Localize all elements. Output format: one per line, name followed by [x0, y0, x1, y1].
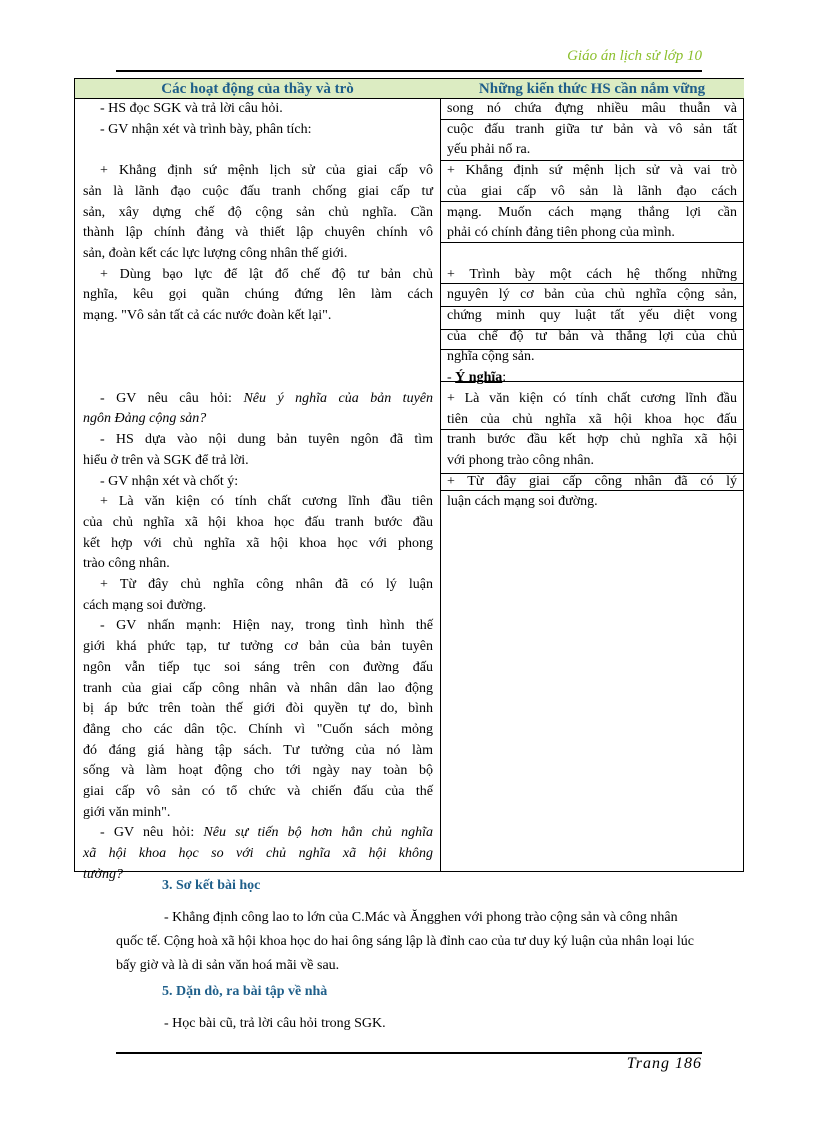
text-line: của giai cấp vô sản là lãnh đạo cách — [447, 183, 737, 199]
text-line: tranh bước đầu kết hợp chủ nghĩa xã hội — [447, 432, 737, 448]
text-line: nghĩa cộng sản. — [447, 349, 535, 365]
text-line: sản, xây dựng chế độ cộng sản chủ nghĩa. Cần — [83, 204, 433, 220]
text-line: mạng. Muốn cách mạng thắng lợi cần — [447, 204, 737, 220]
text-line: mạng. "Vô sản tất cả các nước đoàn kết lại". — [83, 308, 332, 324]
text-line: trào công nhân. — [83, 556, 170, 572]
header-rule — [116, 70, 702, 72]
text-line: - Ý nghĩa: — [447, 370, 507, 386]
text-line: - HS dựa vào nội dung bản tuyên ngôn đã tìm — [100, 432, 433, 448]
homework-paragraph: - Học bài cũ, trả lời câu hỏi trong SGK. — [164, 1016, 386, 1031]
text-line: xã hội khoa học so với chủ nghĩa xã hội không — [83, 846, 433, 862]
text-line: đẳng cho các dân tộc. Chính vì "Cuốn sách mỏng — [83, 721, 433, 737]
text-line: + Khẳng định sứ mệnh lịch sử của giai cấp vô — [100, 163, 433, 179]
footer-rule — [116, 1052, 702, 1054]
text-line: sản, đoàn kết các lực lượng công nhân thế giới. — [83, 245, 348, 261]
text-line: bị áp bức trên toàn thế giới đòi quyền tự do, bình — [83, 701, 433, 717]
text-line: sống và làm hoạt động cho tới ngày nay toàn bộ — [83, 763, 433, 779]
col-right-title: Những kiến thức HS cần nắm vững — [440, 79, 744, 99]
text-line: yếu phải nổ ra. — [447, 142, 531, 158]
text-line: + Là văn kiện có tính chất cương lĩnh đầu tiên — [100, 494, 433, 510]
text-line: kết hợp với chủ nghĩa xã hội khoa học với phong — [83, 535, 433, 551]
text-line: phải có chính đảng tiên phong của mình. — [447, 225, 675, 241]
lesson-table — [74, 78, 744, 882]
header-subject: Giáo án lịch sử lớp 10 — [567, 48, 702, 64]
homework-heading: 5. Dặn dò, ra bài tập về nhà — [162, 984, 328, 999]
left-column — [83, 99, 433, 886]
text-line: - HS đọc SGK và trả lời câu hỏi. — [100, 101, 283, 116]
text-line: chứng minh quy luật tất yếu diệt vong — [447, 308, 737, 324]
text-line: + Trình bày một cách hệ thống những — [447, 266, 737, 282]
text-line: tưởng? — [83, 866, 123, 882]
col-left-title: Các hoạt động của thầy và trò — [75, 79, 440, 99]
text-line: + Là văn kiện có tính chất cương lĩnh đầu — [447, 390, 737, 406]
text-line: luận cách mạng soi đường. — [447, 494, 598, 510]
text-line: nguyên lý cơ bản của chủ nghĩa cộng sản, — [447, 287, 737, 303]
text-line: ngôn Đảng cộng sản? — [83, 411, 207, 427]
text-line: của chủ nghĩa xã hội khoa học đấu tranh bước đầu — [83, 514, 433, 530]
summary-paragraph: - Khẳng định công lao to lớn của C.Mác và Ăngghen với phong trào cộng sản và công nhân quốc tế. Cộng hoà xã hội khoa học do hai ông sáng lập là đỉnh cao của tư duy ký luận của nhân loại lúc bấy giờ và là di sản văn hoá mãi về sau. — [116, 910, 694, 973]
text-line: đó đáng giá hàng tập sách. Tư tưởng của nó làm — [83, 742, 433, 758]
text-line: cuộc đấu tranh giữa tư bản và vô sản tất — [447, 121, 737, 137]
text-line: - GV nhận xét và chốt ý: — [100, 473, 239, 489]
text-line: giai cấp vô sản có tổ chức và chiến đấu của thế — [83, 784, 433, 800]
text-line: tranh của giai cấp công nhân và nhân dân lao động — [83, 680, 433, 696]
text-line: giới khá phức tạp, tư tưởng cơ bản của bản tuyên — [83, 639, 433, 655]
right-column — [447, 99, 737, 513]
column-divider — [440, 79, 441, 871]
text-line: - GV nêu hỏi: Nêu sự tiến bộ hơn hẳn chủ nghĩa — [100, 825, 433, 841]
text-line: - GV nhấn mạnh: Hiện nay, trong tình hình thế — [100, 618, 433, 634]
page-number: Trang 186 — [626, 1055, 702, 1072]
text-line: ngôn vẫn tiếp tục soi sáng trên con đường đấu — [83, 659, 433, 675]
text-line: + Khẳng định sứ mệnh lịch sử và vai trò — [447, 163, 737, 179]
text-line: hiểu ở trên và SGK để trả lời. — [83, 452, 249, 468]
text-line: song nó chứa đựng nhiều mâu thuẫn và — [447, 101, 737, 116]
text-line: thành lập chính đảng và thiết lập chuyên chính vô — [83, 225, 433, 241]
text-line: - GV nhận xét và trình bày, phân tích: — [100, 121, 312, 137]
text-line: tiên của chủ nghĩa xã hội khoa học đấu — [447, 411, 737, 427]
text-line: - GV nêu câu hỏi: Nêu ý nghĩa của bản tuyên — [100, 390, 433, 406]
text-line: + Từ đây giai cấp công nhân đã có lý — [447, 473, 737, 489]
text-line: với phong trào công nhân. — [447, 452, 594, 468]
summary-heading: 3. Sơ kết bài học — [162, 878, 261, 893]
text-line: nghĩa, kêu gọi quần chúng đứng lên làm cách — [83, 287, 433, 303]
text-line: giới văn minh". — [83, 804, 171, 820]
text-line: cách mạng soi đường. — [83, 597, 207, 613]
text-line: sản là lãnh đạo cuộc đấu tranh chống giai cấp tư — [83, 183, 433, 199]
text-line: + Từ đây chủ nghĩa công nhân đã có lý luận — [100, 577, 433, 593]
text-line: + Dùng bạo lực để lật đổ chế độ tư bản chủ — [100, 266, 433, 282]
text-line: của chế độ tư bản và thắng lợi của chủ — [447, 328, 737, 344]
